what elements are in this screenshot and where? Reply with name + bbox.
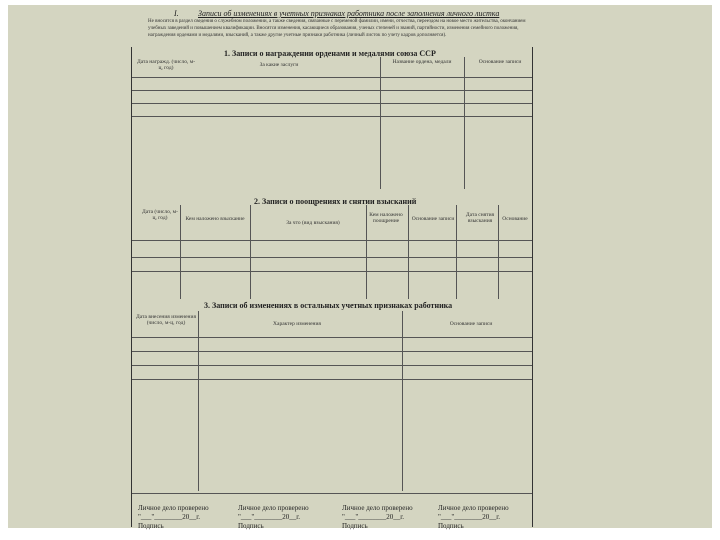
s3-col-basis: Основание записи — [449, 321, 493, 327]
check-sign: Подпись — [138, 522, 164, 530]
check-label: Личное дело проверено — [438, 504, 509, 512]
section1-title: 1. Записи о награждении орденами и медалями союза ССР — [224, 49, 436, 58]
s3-col-change: Характер изменения — [273, 321, 321, 327]
section2-title: 2. Записи о поощрениях и снятии взысканий — [254, 197, 417, 206]
check-date: "___"________20__г. — [342, 513, 405, 521]
s3-col-date: Дата внесения изменения (число, м-ц, год) — [136, 314, 196, 326]
footer-divider — [132, 493, 532, 494]
check-label: Личное дело проверено — [238, 504, 309, 512]
footer-check-4 — [438, 504, 509, 531]
s3-divider — [198, 311, 199, 491]
check-sign: Подпись — [342, 522, 368, 530]
s1-row-line — [132, 90, 532, 91]
s2-row-line — [132, 240, 532, 241]
s2-col-basis: Основание записи — [411, 216, 455, 222]
footer-check-1 — [138, 504, 209, 531]
check-sign: Подпись — [438, 522, 464, 530]
s2-divider — [250, 205, 251, 299]
check-date: "___"________20__г. — [238, 513, 301, 521]
s2-col-date: Дата (число, м-ц, год) — [142, 209, 178, 221]
s1-row-line — [132, 116, 532, 117]
s2-col-basis2: Основание — [502, 216, 528, 222]
footer-check-2 — [238, 504, 309, 531]
header-title: Записи об изменениях в учетных признаках работника после заполнения личного листка — [198, 9, 500, 18]
s2-divider — [456, 205, 457, 299]
check-date: "___"________20__г. — [138, 513, 201, 521]
s1-col-date: Дата награжд. (число, м-ц, год) — [136, 59, 196, 71]
s1-col-award: Название ордена, медали — [392, 59, 452, 65]
footer-check-3 — [342, 504, 413, 531]
s3-row-line — [132, 365, 532, 366]
header-number: I. — [174, 9, 179, 18]
check-label: Личное дело проверено — [138, 504, 209, 512]
check-date: "___"________20__г. — [438, 513, 501, 521]
s2-col-reason: За что (вид взыскания) — [286, 220, 340, 226]
s2-col-incentive: Кем наложено поощрение — [369, 212, 403, 224]
s2-row-line — [132, 271, 532, 272]
s1-col-merit: За какие заслуги — [259, 62, 299, 68]
s1-col-basis: Основание записи — [478, 59, 522, 65]
s2-col-by-whom: Кем наложено взыскание — [185, 216, 245, 222]
s2-row-line — [132, 257, 532, 258]
s2-divider — [366, 205, 367, 299]
record-form — [131, 47, 533, 530]
s3-row-line — [132, 337, 532, 338]
check-sign: Подпись — [238, 522, 264, 530]
s3-divider — [402, 311, 403, 491]
s1-row-line — [132, 103, 532, 104]
s2-divider — [498, 205, 499, 299]
s3-row-line — [132, 379, 532, 380]
s1-row-line — [132, 77, 532, 78]
s2-divider — [408, 205, 409, 299]
s2-col-removal-date: Дата снятия взыскания — [465, 212, 495, 224]
check-label: Личное дело проверено — [342, 504, 413, 512]
s3-row-line — [132, 351, 532, 352]
section3-title: 3. Записи об изменениях в остальных учетных признаках работника — [204, 301, 453, 310]
intro-paragraph: Не вносятся в раздел сведения о служебном положении, а также сведения, связанные с переменой фамилии, имени, отчества, переездом на новое место жительства, окончанием учебных заведений и повышением квалификации. Вносятся изменения, касающиеся образования, ученых степеней и званий, партийности, изменения семейного положения, награждения орденами и медалями, взысканий, а также другие учетные признаки работника (личный листок по учету кадров дополняется). — [148, 19, 526, 38]
s2-divider — [180, 205, 181, 299]
